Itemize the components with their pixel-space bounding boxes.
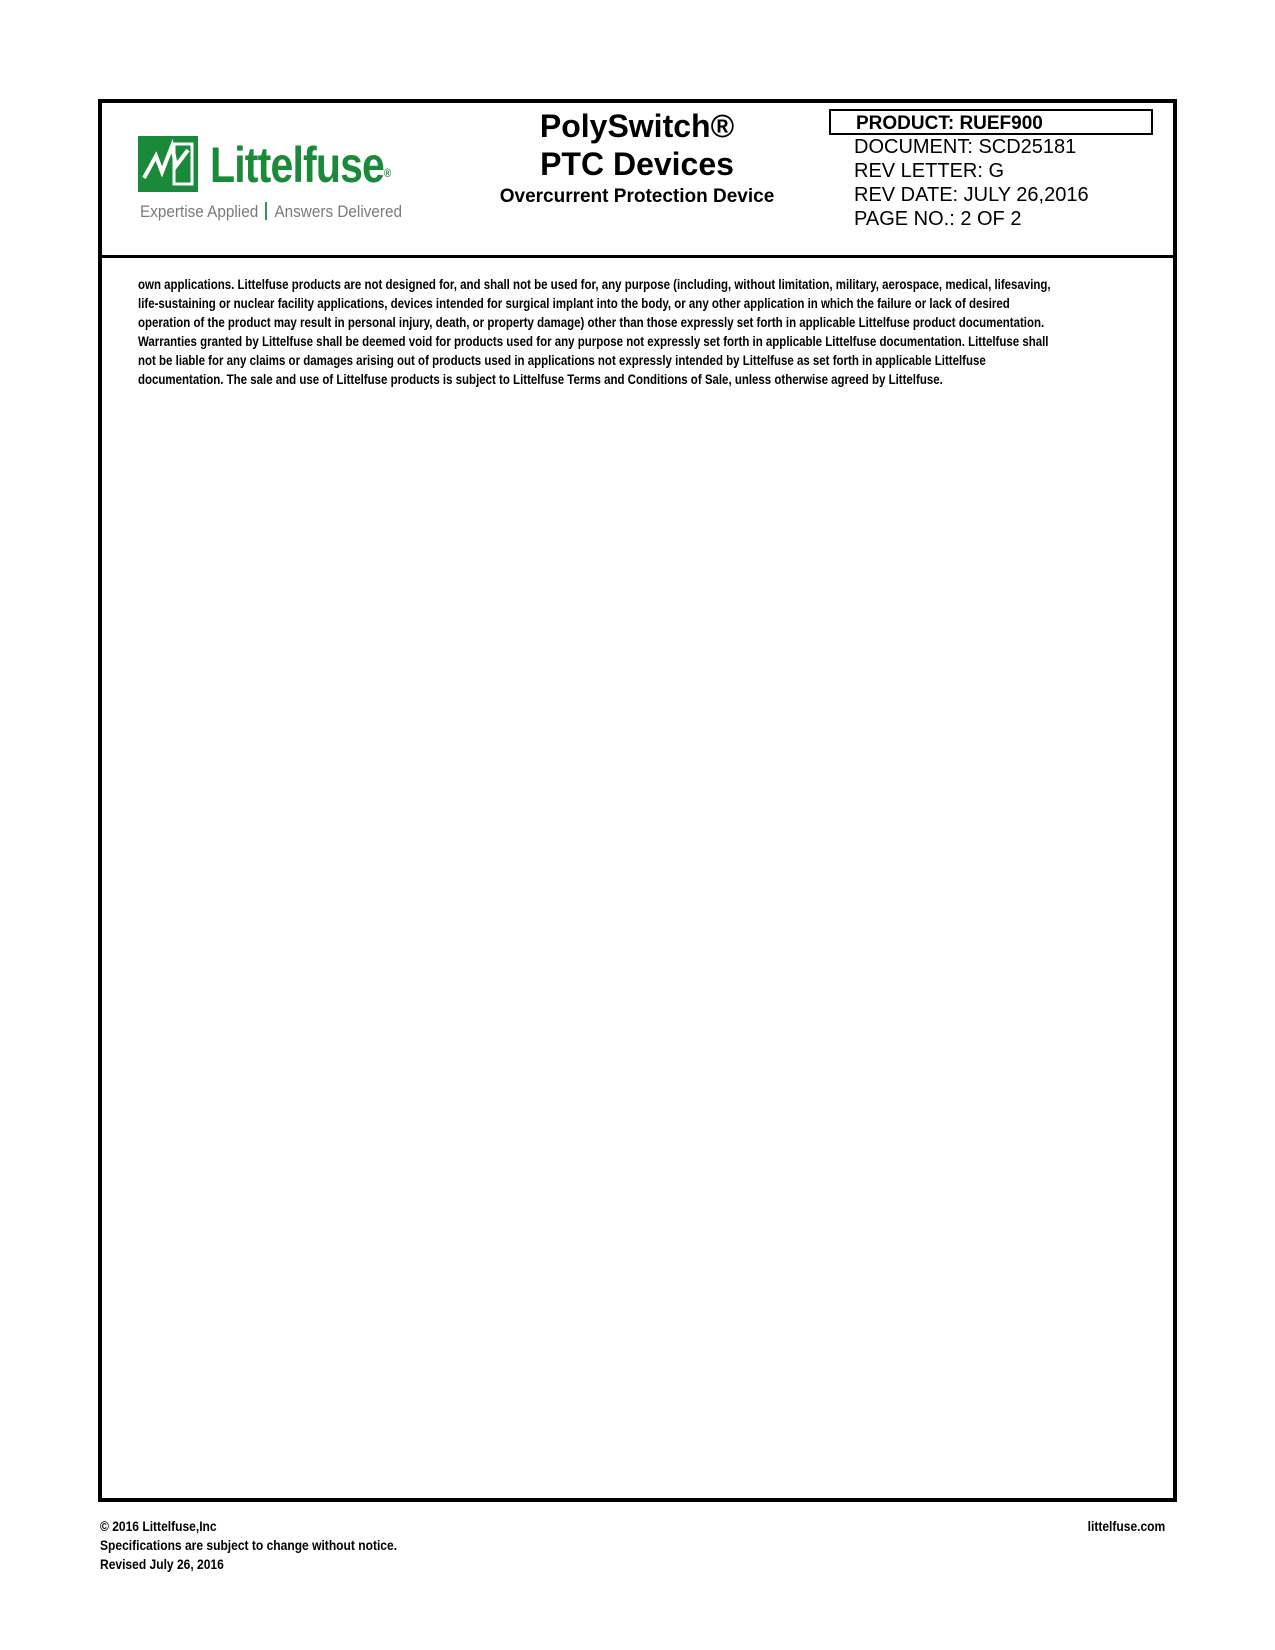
disclaimer-line: operation of the product may result in personal injury, death, or property damage) other than those expressly set forth in applicable Littelfuse product documentation. [138,314,1045,330]
title-block [472,107,802,209]
title-ptc-devices: PTC Devices [540,146,734,182]
disclaimer-line: documentation. The sale and use of Littelfuse products is subject to Littelfuse Terms and Conditions of Sale, unless otherwise agreed by Littelfuse. [138,371,943,387]
subtitle: Overcurrent Protection Device [499,186,775,207]
document-number: DOCUMENT: SCD25181 [854,136,1077,158]
disclaimer-line: life-sustaining or nuclear facility applications, devices intended for surgical implant into the body, or any other application in which the failure or lack of desired [138,295,1010,311]
document-info [854,135,1089,231]
logo-wordmark: Littelfuse® [210,137,391,193]
footer-website-link[interactable]: littelfuse.com [1087,1518,1165,1534]
footer-left [100,1517,445,1574]
product-label: PRODUCT: RUEF900 [856,113,1043,134]
page-number: PAGE NO.: 2 OF 2 [854,208,1022,230]
header-divider [102,255,1173,258]
footer-notice: Specifications are subject to change without notice. [100,1537,398,1553]
disclaimer-line: not be liable for any claims or damages arising out of products used in applications not expressly intended by Littelfuse as set forth in applicable Littelfuse [138,352,986,368]
product-box [829,109,1153,135]
rev-letter: REV LETTER: G [854,160,1005,182]
disclaimer-line: Warranties granted by Littelfuse shall be deemed void for products used for any purpose not expressly set forth in applicable Littelfuse documentation. Littelfuse shall [138,333,1049,349]
littelfuse-logo [138,136,438,236]
logo-tagline: Expertise Applied Answers Delivered [140,202,402,221]
rev-date: REV DATE: JULY 26,2016 [854,184,1089,206]
footer-copyright: © 2016 Littelfuse,Inc [100,1518,217,1534]
disclaimer-line: own applications. Littelfuse products are not designed for, and shall not be used for, any purpose (including, without limitation, military, aerospace, medical, lifesaving, [138,276,1051,292]
title-polyswitch: PolySwitch® [539,108,735,144]
footer-revised: Revised July 26, 2016 [100,1556,224,1572]
littelfuse-mark-icon [138,136,198,192]
page-frame [98,99,1177,1502]
disclaimer-text [138,275,1148,389]
